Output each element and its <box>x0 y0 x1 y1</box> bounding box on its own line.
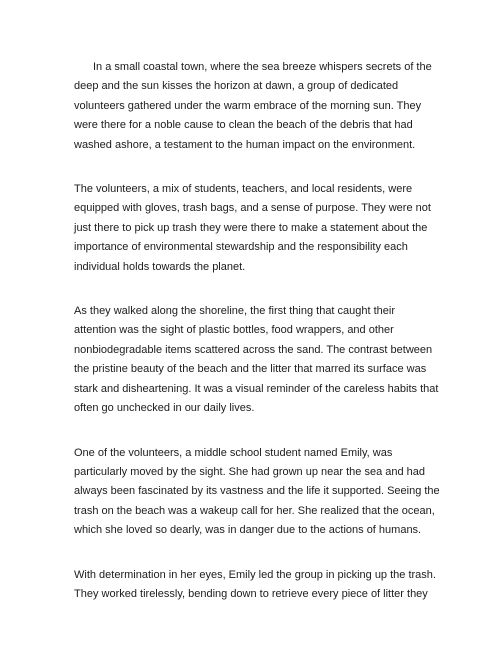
text-line: particularly moved by the sight. She had grown up near the sea and had <box>74 465 426 478</box>
paragraph-3 <box>74 302 439 418</box>
text-line: equipped with gloves, trash bags, and a sense of purpose. They were not <box>74 202 431 215</box>
document-body <box>74 58 440 629</box>
text-line: importance of environmental stewardship and the responsibility each <box>74 241 408 254</box>
text-line: the pristine beauty of the beach and the litter that marred its surface was <box>74 363 427 376</box>
text-line: One of the volunteers, a middle school student named Emily, was <box>74 446 393 459</box>
text-line: As they walked along the shoreline, the first thing that caught their <box>74 305 396 318</box>
text-line: They worked tirelessly, bending down to retrieve every piece of litter they <box>74 587 428 600</box>
paragraph-5 <box>74 566 436 605</box>
paragraph-1 <box>74 58 430 155</box>
text-line: washed ashore, a testament to the human impact on the environment. <box>74 138 416 151</box>
text-line: trash on the beach was a wakeup call for her. She realized that the ocean, <box>74 504 435 517</box>
text-line: volunteers gathered under the warm embrace of the morning sun. They <box>74 99 422 112</box>
text-line: The volunteers, a mix of students, teachers, and local residents, were <box>74 183 413 196</box>
text-line: often go unchecked in our daily lives. <box>74 402 255 415</box>
text-line: nonbiodegradable items scattered across the sand. The contrast between <box>74 343 433 356</box>
text-line: attention was the sight of plastic bottles, food wrappers, and other <box>74 324 394 337</box>
paragraph-2 <box>74 180 430 277</box>
text-line: individual holds towards the planet. <box>74 260 246 273</box>
text-line: which she loved so dearly, was in danger due to the actions of humans. <box>74 524 422 537</box>
text-line: stark and disheartening. It was a visual reminder of the careless habits that <box>74 382 439 395</box>
text-line: just there to pick up trash they were there to make a statement about the <box>74 221 428 234</box>
text-line: With determination in her eyes, Emily led the group in picking up the trash. <box>74 568 436 581</box>
text-line: always been fascinated by its vastness and the life it supported. Seeing the <box>74 485 440 498</box>
paragraph-4 <box>74 444 440 541</box>
text-line: In a small coastal town, where the sea breeze whispers secrets of the <box>93 61 432 73</box>
text-line: were there for a noble cause to clean the beach of the debris that had <box>74 119 413 132</box>
text-line: deep and the sun kisses the horizon at dawn, a group of dedicated <box>74 80 399 93</box>
